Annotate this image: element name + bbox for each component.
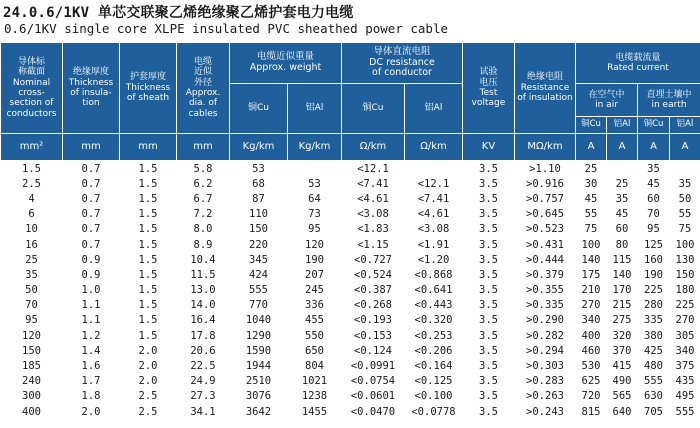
table-cell: 3.5	[479, 208, 498, 221]
table-cell: >0.444	[526, 253, 564, 266]
table-cell: 2.0	[138, 344, 158, 357]
table-cell: <1.20	[417, 253, 450, 266]
table-cell: >1.10	[529, 162, 561, 175]
table-cell: 3642	[245, 405, 272, 418]
table-cell: 3.5	[479, 314, 498, 327]
table-cell: <0.727	[354, 253, 392, 266]
unit-cell: mm	[177, 134, 230, 161]
table-cell: 75	[584, 223, 598, 236]
table-row	[1, 389, 700, 404]
table-cell: 0.9	[81, 268, 101, 281]
title-english: 0.6/1KV single core XLPE insulated PVC sheathed power cable	[4, 21, 449, 36]
table-row	[1, 283, 700, 298]
table-cell: 87	[252, 192, 265, 205]
table-row	[1, 298, 700, 313]
header-in-air: 在空气中 in air	[576, 84, 638, 117]
table-cell: 120	[305, 238, 324, 251]
table-cell: 170	[612, 284, 632, 297]
table-cell: 1.1	[81, 314, 101, 327]
table-cell: <0.320	[414, 314, 453, 327]
table-cell: 73	[308, 208, 321, 221]
table-cell: 2.5	[138, 390, 158, 403]
table-cell: 8.0	[193, 223, 213, 236]
table-cell: 1.5	[22, 162, 41, 175]
table-cell: 650	[305, 344, 324, 357]
table-cell: 3.5	[479, 405, 498, 418]
table-cell: 110	[249, 208, 268, 221]
table-cell: >0.757	[526, 192, 564, 205]
table-cell: 4	[28, 192, 35, 205]
table-cell: 24.9	[190, 375, 216, 388]
table-row	[1, 374, 700, 389]
table-cell: >0.379	[526, 268, 564, 281]
table-cell: >0.523	[526, 223, 564, 236]
table-cell: 2510	[245, 375, 272, 388]
table-cell: 175	[581, 268, 601, 281]
table-cell: <3.08	[357, 208, 389, 221]
table-cell: 95	[647, 223, 660, 236]
table-cell: 70	[647, 208, 660, 221]
table-cell: 3.5	[479, 284, 498, 297]
table-cell: <0.164	[414, 360, 453, 373]
table-cell: 1.5	[138, 284, 158, 297]
table-row	[1, 161, 700, 177]
table-row	[1, 176, 700, 191]
table-cell: 770	[249, 299, 268, 312]
table-cell: 10	[25, 223, 38, 236]
table-cell: 140	[581, 253, 601, 266]
table-cell: <3.08	[417, 223, 450, 236]
table-cell: 3.5	[479, 253, 498, 266]
table-cell: 70	[25, 299, 38, 312]
table-cell: 100	[675, 238, 695, 251]
table-cell: 22.5	[190, 360, 216, 373]
table-cell: 1.5	[138, 268, 158, 281]
table-cell: 804	[305, 360, 324, 373]
table-cell: >0.916	[526, 177, 564, 190]
table-cell: 0.7	[81, 177, 101, 190]
table-cell: 207	[305, 268, 324, 281]
table-row	[1, 207, 700, 222]
table-cell: <0.0754	[350, 375, 396, 388]
table-cell: 495	[675, 390, 695, 403]
header-earth-al: 铝Al	[670, 117, 700, 134]
table-cell: 34.1	[190, 405, 216, 418]
table-cell: <1.83	[357, 223, 389, 236]
table-cell: 1944	[245, 360, 272, 373]
table-cell: 815	[581, 405, 601, 418]
table-cell: 1.5	[138, 329, 158, 342]
table-cell: 480	[644, 360, 663, 373]
table-cell: <0.0778	[411, 405, 456, 418]
table-cell: <0.524	[354, 268, 392, 281]
table-cell: 3.5	[479, 329, 498, 342]
table-cell: 345	[249, 253, 268, 266]
table-cell: 27.3	[190, 390, 216, 403]
header-air-cu: 铜Cu	[576, 117, 607, 134]
table-cell: 270	[675, 314, 695, 327]
table-cell: 55	[584, 208, 598, 221]
table-cell: >0.303	[526, 360, 564, 373]
table-cell: 1.4	[81, 344, 101, 357]
table-cell: 555	[675, 405, 695, 418]
table-cell: 455	[305, 314, 324, 327]
table-cell: 10.4	[190, 253, 216, 266]
table-cell: 35	[25, 268, 38, 281]
table-cell: 340	[581, 314, 601, 327]
table-cell: 215	[612, 299, 632, 312]
table-cell: 25	[615, 177, 629, 190]
table-row	[1, 191, 700, 206]
table-cell: 45	[584, 192, 598, 205]
table-cell: 30	[584, 177, 598, 190]
table-cell: >0.431	[526, 238, 564, 251]
table-cell: 550	[305, 329, 324, 342]
table-cell: 1.5	[138, 314, 158, 327]
units-row	[1, 134, 700, 161]
table-cell: 150	[249, 223, 268, 236]
header-insulation: 绝缘厚度 Thickness of insula- tion	[63, 43, 120, 134]
table-cell: 3.5	[479, 223, 498, 236]
table-cell: >0.243	[526, 405, 564, 418]
header-weight-cu: 铜Cu	[230, 84, 288, 134]
table-cell: 1.8	[81, 390, 101, 403]
table-cell: 0.7	[81, 223, 101, 236]
table-cell: >0.355	[526, 284, 564, 297]
table-cell: 3.5	[479, 299, 498, 312]
table-cell: 53	[252, 162, 265, 175]
header-current-group: 电缆载流量 Rated current	[576, 43, 700, 84]
table-cell: 3.5	[479, 177, 498, 190]
table-cell: 3.5	[479, 375, 498, 388]
title-chinese: 24.0.6/1KV 单芯交联聚乙烯绝缘聚乙烯护套电力电缆	[3, 5, 354, 21]
table-cell: >0.263	[526, 390, 564, 403]
table-cell: 20.6	[190, 344, 216, 357]
table-cell: <0.193	[354, 314, 392, 327]
table-cell: 300	[22, 390, 41, 403]
table-row	[1, 313, 700, 328]
table-cell: 3.5	[479, 162, 498, 175]
unit-cell: KV	[463, 134, 515, 161]
header-test-voltage: 试验 电压 Test voltage	[463, 43, 515, 134]
table-cell: 2.0	[81, 405, 101, 418]
table-cell: 75	[678, 223, 692, 236]
table-cell: 140	[612, 268, 632, 281]
table-cell: 1040	[245, 314, 272, 327]
table-cell: 50	[25, 284, 38, 297]
table-cell: 220	[249, 238, 268, 251]
table-cell: 16	[25, 238, 38, 251]
table-cell: <0.124	[354, 344, 392, 357]
unit-cell: A	[607, 134, 638, 161]
table-cell: 25	[25, 253, 38, 266]
table-cell: 35	[615, 192, 629, 205]
table-cell: 555	[249, 284, 268, 297]
table-cell: 190	[305, 253, 324, 266]
header-resistance-cu: 铜Cu	[342, 84, 405, 134]
table-row	[1, 267, 700, 282]
table-cell: >0.282	[526, 329, 564, 342]
table-cell: <0.100	[414, 390, 453, 403]
table-cell: 720	[581, 390, 601, 403]
table-cell: 320	[612, 329, 632, 342]
table-cell: 1238	[301, 390, 328, 403]
table-cell: <4.61	[417, 208, 450, 221]
table-cell: 35	[647, 162, 660, 175]
table-cell: 45	[615, 208, 629, 221]
table-cell: 13.0	[190, 284, 216, 297]
table-cell: 1.5	[138, 253, 158, 266]
header-weight-al: 铝Al	[288, 84, 342, 134]
table-cell: <0.641	[414, 284, 453, 297]
unit-cell: Ω/km	[342, 134, 405, 161]
header-resistance-al: 铝Al	[405, 84, 463, 134]
table-cell: 1455	[301, 405, 328, 418]
table-cell: 225	[644, 284, 663, 297]
table-cell: 1.0	[81, 284, 101, 297]
table-cell: 210	[581, 284, 601, 297]
unit-cell: mm	[120, 134, 177, 161]
table-cell: 2.0	[138, 360, 158, 373]
table-cell: 53	[308, 177, 321, 190]
unit-cell: mm²	[1, 134, 63, 161]
table-cell: 3.5	[479, 390, 498, 403]
table-cell	[607, 161, 638, 177]
table-cell: 565	[612, 390, 632, 403]
table-cell: 555	[644, 375, 663, 388]
table-cell: 1290	[245, 329, 272, 342]
table-cell: 6	[28, 208, 35, 221]
table-cell: 530	[581, 360, 601, 373]
table-row	[1, 343, 700, 358]
table-cell: 60	[615, 223, 629, 236]
table-cell: 68	[252, 177, 265, 190]
table-cell: 150	[675, 268, 695, 281]
table-cell: 425	[644, 344, 663, 357]
unit-cell: A	[576, 134, 607, 161]
table-cell: 185	[22, 360, 41, 373]
table-cell: <0.868	[414, 268, 453, 281]
table-cell: 7.2	[193, 208, 213, 221]
table-cell: 160	[644, 253, 663, 266]
table-row	[1, 358, 700, 373]
table-cell: 3.5	[479, 360, 498, 373]
table-cell	[670, 161, 700, 177]
table-cell: 630	[644, 390, 663, 403]
table-cell: 240	[22, 375, 41, 388]
table-cell: 180	[675, 284, 695, 297]
table-cell: 370	[612, 344, 632, 357]
table-cell: 625	[581, 375, 601, 388]
table-row	[1, 252, 700, 267]
unit-cell: A	[670, 134, 700, 161]
table-cell: 3.5	[479, 268, 498, 281]
table-cell: <0.0470	[350, 405, 396, 418]
table-cell: 3.5	[479, 238, 498, 251]
table-cell: 60	[647, 192, 660, 205]
table-cell: 275	[612, 314, 632, 327]
table-cell: <0.387	[354, 284, 392, 297]
table-cell: 6.2	[193, 177, 213, 190]
table-cell: 14.0	[190, 299, 216, 312]
table-cell: 375	[675, 360, 695, 373]
table-cell: 415	[612, 360, 632, 373]
table-cell: 1590	[245, 344, 272, 357]
table-cell: 2.0	[138, 375, 158, 388]
table-cell: 120	[22, 329, 41, 342]
table-cell: <12.1	[357, 162, 389, 175]
unit-cell: MΩ/km	[515, 134, 576, 161]
table-row	[1, 404, 700, 419]
table-cell: 115	[612, 253, 632, 266]
table-cell: 424	[249, 268, 268, 281]
table-cell: 335	[644, 314, 663, 327]
table-cell: 380	[644, 329, 663, 342]
table-cell: 190	[644, 268, 663, 281]
table-cell: 50	[678, 192, 692, 205]
table-cell: <12.1	[417, 177, 450, 190]
header-air-al: 铝Al	[607, 117, 638, 134]
table-cell: 435	[675, 375, 695, 388]
table-cell: 3076	[245, 390, 272, 403]
table-cell: >0.290	[526, 314, 564, 327]
table-cell: <0.268	[354, 299, 392, 312]
table-cell: 1.5	[138, 192, 158, 205]
table-cell: 130	[675, 253, 695, 266]
table-cell: 95	[25, 314, 38, 327]
table-cell: 80	[615, 238, 629, 251]
header-weight-group: 电缆近似重量 Approx. weight	[230, 43, 342, 84]
header-earth-cu: 铜Cu	[638, 117, 670, 134]
table-cell: 100	[581, 238, 601, 251]
table-cell: <0.253	[414, 329, 453, 342]
table-cell: 5.8	[193, 162, 213, 175]
table-row	[1, 328, 700, 343]
table-cell: 3.5	[479, 192, 498, 205]
table-cell: 705	[644, 405, 663, 418]
table-cell: 245	[305, 284, 324, 297]
table-cell: 125	[644, 238, 663, 251]
table-cell: 0.9	[81, 253, 101, 266]
table-cell: 1.5	[138, 208, 158, 221]
table-cell: 1.7	[81, 375, 101, 388]
table-cell: 0.7	[81, 208, 101, 221]
table-cell: 16.4	[190, 314, 216, 327]
table-cell: <0.0601	[350, 390, 396, 403]
table-cell: 6.7	[193, 192, 213, 205]
table-cell: 45	[647, 177, 660, 190]
table-cell: 1.5	[138, 299, 158, 312]
table-cell: 1.6	[81, 360, 101, 373]
table-body	[1, 161, 700, 420]
table-cell: 8.9	[193, 238, 213, 251]
unit-cell: Ω/km	[405, 134, 463, 161]
table-cell: <1.15	[357, 238, 389, 251]
table-row	[1, 222, 700, 237]
unit-cell: mm	[63, 134, 120, 161]
table-cell: 340	[675, 344, 695, 357]
table-cell	[288, 161, 342, 177]
table-cell: 225	[675, 299, 695, 312]
table-cell: <4.61	[357, 192, 389, 205]
header-resistance-group: 导体直流电阻 DC resistance of conductor	[342, 43, 463, 84]
table-cell: 400	[581, 329, 601, 342]
table-cell: 0.7	[81, 162, 101, 175]
table-cell: >0.294	[526, 344, 564, 357]
header-diameter: 电缆 近似 外径 Approx. dia. of cables	[177, 43, 230, 134]
table-cell: 1.5	[138, 177, 158, 190]
header-insulation-resistance: 绝缘电阻 Resistance of insulation	[515, 43, 576, 134]
unit-cell: A	[638, 134, 670, 161]
table-cell: 11.5	[190, 268, 216, 281]
table-cell: 0.7	[81, 238, 101, 251]
table-cell: 25	[584, 162, 598, 175]
table-cell: 150	[22, 344, 41, 357]
table-cell: 305	[675, 329, 695, 342]
table-cell: 1.5	[138, 223, 158, 236]
table-cell: 55	[678, 208, 692, 221]
table-cell: 336	[305, 299, 324, 312]
table-cell: <7.41	[357, 177, 389, 190]
table-cell	[405, 161, 463, 177]
table-cell: 1.1	[81, 299, 101, 312]
table-cell: <0.206	[414, 344, 453, 357]
header-sheath: 护套厚度 Thickness of sheath	[120, 43, 177, 134]
table-cell: <7.41	[417, 192, 450, 205]
table-cell: 3.5	[479, 344, 498, 357]
table-cell: 35	[678, 177, 692, 190]
table-row	[1, 237, 700, 252]
table-cell: 490	[612, 375, 632, 388]
table-cell: 1021	[301, 375, 328, 388]
cable-spec-table	[0, 42, 700, 419]
table-cell: 270	[581, 299, 601, 312]
table-cell: <0.0991	[350, 360, 396, 373]
table-cell: 1.5	[138, 162, 158, 175]
table-cell: <0.153	[354, 329, 392, 342]
table-cell: 1.2	[81, 329, 101, 342]
table-cell: <0.125	[414, 375, 453, 388]
table-cell: 1.5	[138, 238, 158, 251]
unit-cell: Kg/km	[288, 134, 342, 161]
table-cell: >0.283	[526, 375, 564, 388]
table-cell: 2.5	[22, 177, 41, 190]
title-block	[0, 0, 700, 40]
table-cell: <1.91	[417, 238, 450, 251]
table-cell: 0.7	[81, 192, 101, 205]
table-cell: 17.8	[190, 329, 216, 342]
table-cell: >0.645	[526, 208, 564, 221]
table-cell: 2.5	[138, 405, 158, 418]
table-cell: 95	[308, 223, 321, 236]
table-cell: 64	[308, 192, 321, 205]
table-cell: 400	[22, 405, 41, 418]
table-cell: <0.443	[414, 299, 453, 312]
table-cell: 280	[644, 299, 663, 312]
table-cell: 640	[612, 405, 632, 418]
unit-cell: Kg/km	[230, 134, 288, 161]
table-cell: 460	[581, 344, 601, 357]
header-section: 导体标 称截面 Nominal cross- section of conductors	[1, 43, 63, 134]
table-cell: >0.335	[526, 299, 564, 312]
header-in-earth: 直埋土壤中 in earth	[638, 84, 700, 117]
